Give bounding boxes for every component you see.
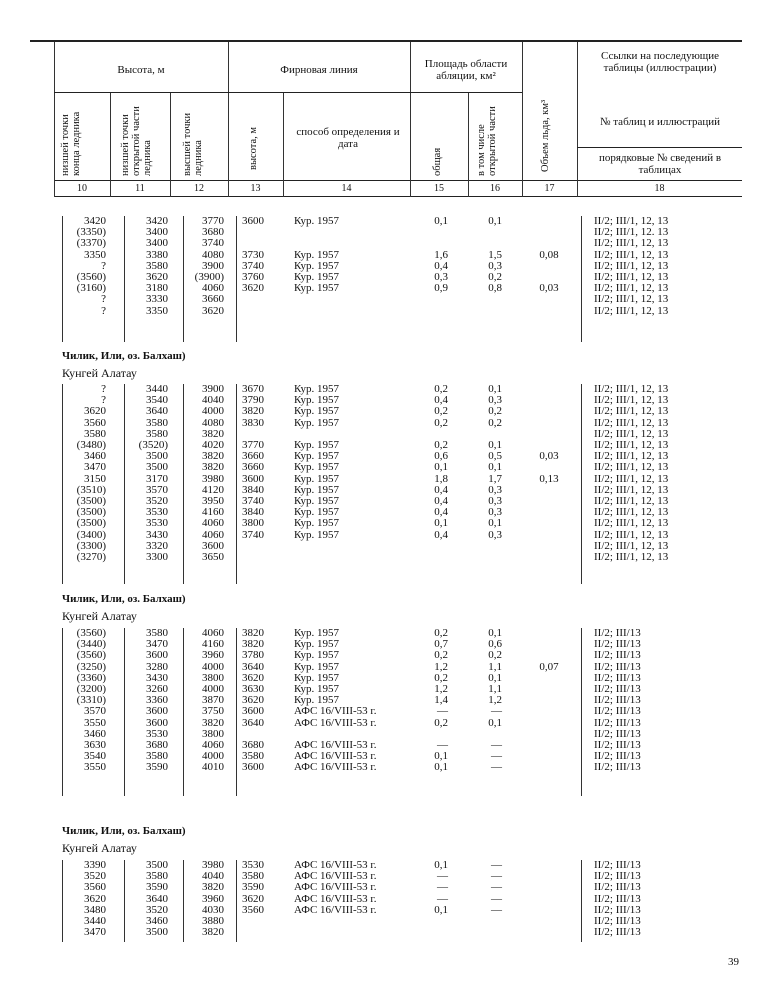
- section-title-2: Чилик, Или, оз. Балхаш): [62, 350, 186, 362]
- col-11: 3580 3470 3600 3280 3430 3260 3360 3600 3600 3530 3680 3580 3590: [146, 627, 168, 774]
- col-15: 0,1 1,6 0,4 0,3 0,9: [434, 215, 448, 295]
- col-12: 3980 4040 3820 3960 4030 3880 3820: [202, 859, 224, 939]
- col-18: II/2; III/1, 12, 13 II/2; III/1, 12. 13 II/2; III/1, 12, 13 II/2; III/1, 12, 13 II/2; III/1, 12, 13 II/2; III/1, 12, 13 II/2; III/1, 12, 13 II/2; III/1, 12, 13 II/2; III/1, 12, 13: [594, 215, 669, 317]
- col-17: [526, 860, 572, 927]
- colnum-16: 16: [490, 183, 500, 194]
- colnum-12: 12: [194, 183, 204, 194]
- ablation-group-header: Площадь области абляции, км²: [424, 58, 508, 82]
- hdr-sep: [468, 92, 469, 197]
- col-16: — — — — —: [491, 859, 502, 916]
- col-14: Кур. 1957 Кур. 1957 Кур. 1957 Кур. 1957 Кур. 1957 Кур. 1957 Кур. 1957 Кур. 1957 Кур. 1957 Кур. 1957 Кур. 1957 Кур. 1957 Кур. 1957: [294, 383, 340, 541]
- col-11: 3500 3580 3590 3640 3520 3460 3500: [146, 859, 168, 939]
- col-10: 3420 (3350) (3370) 3350 ? (3560) (3160) ? ?: [76, 215, 106, 317]
- header-rule: [54, 180, 742, 181]
- col-14: АФС 16/VIII-53 г. АФС 16/VIII-53 г. АФС 16/VIII-53 г. АФС 16/VIII-53 г. АФС 16/VIII-53 г.: [294, 859, 377, 916]
- col-15: 0,1 — — — 0,1: [434, 859, 448, 916]
- hdr-sep: [170, 92, 171, 197]
- height-group-header: Высота, м: [117, 64, 165, 76]
- hdr-sep: [110, 92, 111, 197]
- col-15: 0,2 0,7 0,2 1,2 0,2 1,2 1,4 — 0,2 — 0,1 0,1: [434, 627, 448, 774]
- section-title-3: Чилик, Или, оз. Балхаш): [62, 593, 186, 605]
- firn-method-header: способ определения и дата: [296, 126, 400, 150]
- col-12: 4060 4160 3960 4000 3800 4000 3870 3750 3820 3800 4060 4000 4010: [202, 627, 224, 774]
- col-13: 3600 3730 3740 3760 3620: [242, 215, 264, 295]
- hdr-sep: [522, 42, 523, 197]
- colnum-13: 13: [250, 183, 261, 194]
- colnum-11: 11: [135, 183, 145, 194]
- col-17: 0,03 0,13: [539, 450, 559, 485]
- col-11: 3420 3400 3400 3380 3580 3620 3180 3330 3350: [146, 215, 168, 317]
- col-14: Кур. 1957 Кур. 1957 Кур. 1957 Кур. 1957 Кур. 1957: [294, 215, 340, 295]
- section-subtitle-3: Кунгей Алатау: [62, 609, 137, 623]
- col-16: 0,1 1,5 0,3 0,2 0,8: [488, 215, 502, 295]
- refs-group-header: Ссылки на последующие таблицы (иллюстрации): [600, 50, 720, 74]
- col-18: II/2; III/13 II/2; III/13 II/2; III/13 II/2; III/13 II/2; III/13 II/2; III/13 II/2; III/13 II/2; III/13 II/2; III/13 II/2; III/13 II/2; III/13 II/2; III/13 II/2; III/13: [594, 627, 641, 774]
- h-low-end-header: низшей точки конца ледника: [60, 111, 82, 176]
- section-title-4: Чилик, Или, оз. Балхаш): [62, 825, 186, 837]
- col-17: 0,07: [539, 660, 559, 673]
- col-10: 3390 3520 3560 3620 3480 3440 3470: [84, 859, 106, 939]
- hdr-sep: [410, 42, 411, 197]
- col-13: 3820 3820 3780 3640 3620 3630 3620 3600 3640 3680 3580 3600: [242, 627, 264, 774]
- firn-height-header: высота, м: [248, 126, 259, 170]
- section-subtitle-4: Кунгей Алатау: [62, 841, 137, 855]
- col-12: 3770 3680 3740 4080 3900 (3900) 4060 3660 3620: [194, 215, 224, 317]
- colnum-14: 14: [341, 183, 352, 194]
- colnum-rule: [54, 196, 742, 197]
- firn-group-header: Фирновая линия: [280, 64, 358, 76]
- hdr-sep: [283, 92, 284, 197]
- col-13: 3670 3790 3820 3830 3770 3660 3660 3600 3840 3740 3840 3800 3740: [242, 383, 264, 541]
- hdr-subrule: [54, 92, 410, 93]
- abl-open-header: в том числе открытой части: [476, 106, 498, 176]
- col-16: 0,1 0,3 0,2 0,2 0,1 0,5 0,1 1,7 0,3 0,3 0,3 0,1 0,3: [488, 383, 502, 541]
- colnum-17: 17: [544, 183, 555, 194]
- col-10: (3560) (3440) (3560) (3250) (3360) (3200) (3310) 3570 3550 3460 3630 3540 3550: [76, 627, 106, 774]
- col-18: II/2; III/13 II/2; III/13 II/2; III/13 II/2; III/13 II/2; III/13 II/2; III/13 II/2; III/13: [594, 859, 641, 939]
- colnum-18: 18: [654, 183, 665, 194]
- col-10: ? ? 3620 3560 3580 (3480) 3460 3470 3150 (3510) (3500) (3500) (3500) (3400) (3300) (3270): [76, 383, 106, 564]
- refs-sub2-header: порядковые № сведений в таблицах: [598, 152, 722, 176]
- col-12: 3900 4040 4000 4080 3820 4020 3820 3820 3980 4120 3950 4160 4060 4060 3600 3650: [202, 383, 224, 564]
- col-16: 0,1 0,6 0,2 1,1 0,1 1,1 1,2 — 0,1 — — —: [488, 627, 502, 774]
- hdr-sep: [577, 42, 578, 197]
- col-13: 3530 3580 3590 3620 3560: [242, 859, 264, 916]
- col-15: 0,2 0,4 0,2 0,2 0,2 0,6 0,1 1,8 0,4 0,4 0,4 0,1 0,4: [434, 383, 448, 541]
- col-14: Кур. 1957 Кур. 1957 Кур. 1957 Кур. 1957 Кур. 1957 Кур. 1957 Кур. 1957 АФС 16/VIII-53 г. АФС 16/VIII-53 г. АФС 16/VIII-53 г. АФС 16/VIII-53 г. АФС 16/VIII-53 г.: [294, 627, 377, 774]
- hdr-subrule: [410, 92, 522, 93]
- colnum-15: 15: [434, 183, 444, 194]
- section-subtitle-2: Кунгей Алатау: [62, 366, 137, 380]
- colnum-10: 10: [77, 183, 87, 194]
- refs-sub1-header: № таблиц и иллюстраций: [600, 116, 720, 128]
- abl-total-header: общая: [432, 147, 443, 176]
- ice-volume-header: Объем льда, км³: [540, 99, 551, 172]
- top-rule: [30, 40, 742, 42]
- h-high-header: высшей точки ледника: [182, 112, 204, 176]
- page-number: 39: [728, 956, 739, 968]
- col-17: 0,08 0,03: [539, 248, 559, 295]
- hdr-subrule: [577, 147, 742, 148]
- col-18: II/2; III/1, 12, 13 II/2; III/1, 12, 13 II/2; III/1, 12, 13 II/2; III/1, 12, 13 II/2; III/1, 12, 13 II/2; III/1, 12, 13 II/2; III/1, 12, 13 II/2; III/1, 12, 13 II/2; III/1, 12, 13 II/2; III/1, 12, 13 II/2; III/1, 12, 13 II/2; III/1, 12, 13 II/2; III/1, 12, 13 II/2; III/1, 12, 13 II/2; III/1, 12, 13 II/2; III/1, 12, 13: [594, 383, 669, 564]
- col-11: 3440 3540 3640 3580 3580 (3520) 3500 3500 3170 3570 3520 3530 3530 3430 3320 3300: [138, 383, 168, 564]
- h-low-open-header: низшей точки открытой части ледника: [120, 106, 153, 176]
